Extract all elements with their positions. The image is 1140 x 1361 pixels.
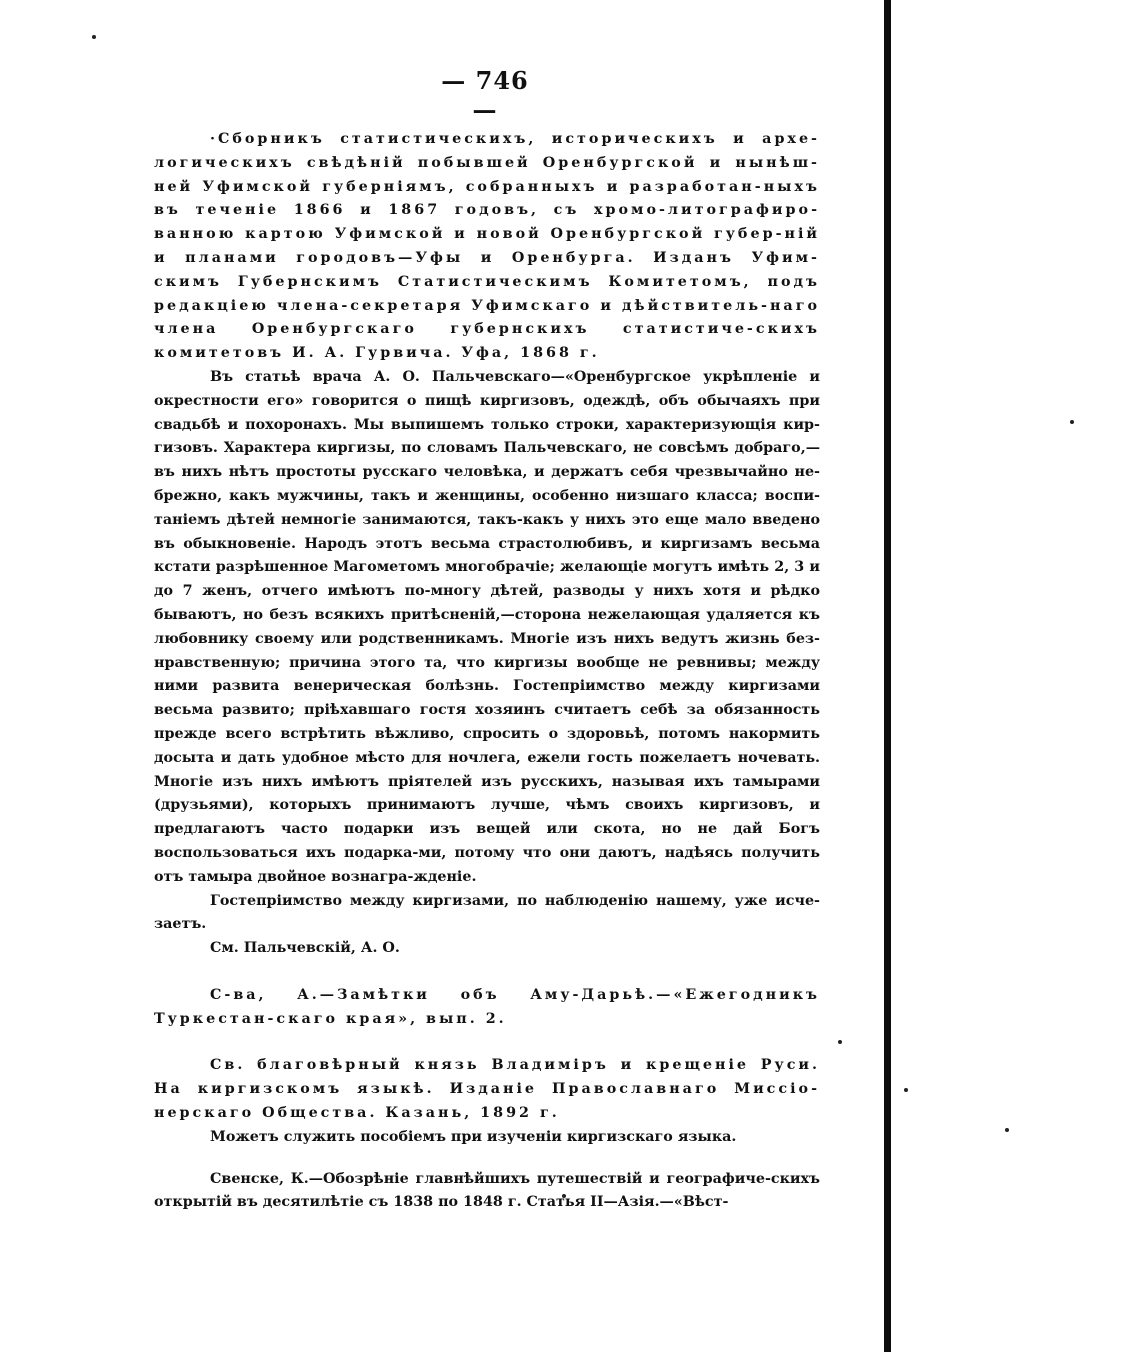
entry-note-sbornik: Гостепріимство между киргизами, по наблюденію нашему, уже исче-заетъ. [154, 892, 820, 933]
print-speck [838, 1040, 842, 1044]
entry-body-sbornik: Въ статьѣ врача А. О. Пальчевскаго—«Оренбургское укрѣпленіе и окрестности его» говорится о пищѣ киргизовъ, одеждѣ, объ обычаяхъ при свадьбѣ и похоронахъ. Мы выпишемъ только строки, характеризующія кир-гизовъ. Характера киргизы, по словамъ Пальчевскаго, не совсѣмъ добраго,— въ нихъ нѣтъ простоты русскаго человѣка, и держатъ себя чрезвычайно не-брежно, какъ мужчины, такъ и женщины, особенно низшаго класса; воспи-таніемъ дѣтей немногіе занимаются, такъ-какъ у нихъ это еще мало введено въ обыкновеніе. Народъ этотъ весьма страстолюбивъ, и киргизамъ весьма кстати разрѣшенное Магометомъ многобрачіе; желающіе могутъ имѣть 2, 3 и до 7 женъ, отчего имѣютъ по-многу дѣтей, разводы у нихъ хотя и рѣдко бываютъ, но безъ всякихъ притѣсненій,—сторона нежелающая удаляется къ любовнику своему или родственникамъ. Многіе изъ нихъ ведутъ жизнь без-нравственную; причина этого та, что киргизы вообще не ревнивы; между ними развита венерическая болѣзнь. Гостепріимство между киргизами весьма развито; пріѣхавшаго гостя хозяинъ считаетъ себѣ за обязанность прежде всего встрѣтить вѣжливо, спросить о здоровьѣ, потомъ накормить досыта и дать удобное мѣсто для ночлега, ежели гость пожелаетъ ночевать. Многіе изъ нихъ имѣютъ пріятелей изъ русскихъ, называя ихъ тамырами (друзьями), которыхъ принимаютъ лучше, чѣмъ своихъ киргизовъ, и предлагаютъ часто подарки изъ вещей или скота, но не дай Богъ воспользоваться ихъ подарка-ми, потому что они даютъ, надѣясь получить отъ тамыра двойное вознагра-жденіе. [154, 368, 820, 885]
print-speck [1005, 1128, 1009, 1132]
print-speck [1070, 420, 1074, 424]
entry-heading-vladimir: Св. благовѣрный князь Владиміръ и крещеніе Руси. На киргизскомъ языкѣ. Изданіе Православнаго Миссіо-нерскаго Общества. Казань, 1892 г. [154, 1057, 820, 1122]
entry-see-also: См. Пальчевскій, А. О. [210, 940, 400, 957]
entry-heading-svenske: Свенске, К.—Обозрѣніе главнѣйшихъ путешествій и географиче-скихъ открытій въ десятилѣтіе съ 1838 по 1848 г. Статья II—Азія.—«Вѣст- [154, 1170, 820, 1211]
entry-note-vladimir: Можетъ служить пособіемъ при изученіи киргизскаго языка. [210, 1128, 737, 1145]
entry-heading-s-va: С-ва, А.—Замѣтки объ Аму-Дарьѣ.—«Ежегодникъ Туркестан-скаго края», вып. 2. [154, 986, 820, 1027]
print-speck [92, 35, 96, 39]
print-speck [904, 1088, 908, 1092]
entry-heading-sbornik: ·Сборникъ статистическихъ, историческихъ и архе-логическихъ свѣдѣній побывшей Оренбургской и нынѣш-ней Уфимской губерніямъ, собранныхъ и разработан-ныхъ въ теченіе 1866 и 1867 годовъ, съ хромо-литографиро-ванною картою Уфимской и новой Оренбургской губер-ній и планами городовъ—Уфы и Оренбурга. Изданъ Уфим-скимъ Губернскимъ Статистическимъ Комитетомъ, подъ редакціею члена-секретаря Уфимскаго и дѣйствитель-наго члена Оренбургскаго губернскихъ статистиче-скихъ комитетовъ И. А. Гурвича. Уфа, 1868 г. [154, 131, 820, 362]
page-edge-rule [884, 0, 891, 1352]
page-number: — 746 — [441, 66, 529, 124]
text-column [154, 128, 820, 1215]
